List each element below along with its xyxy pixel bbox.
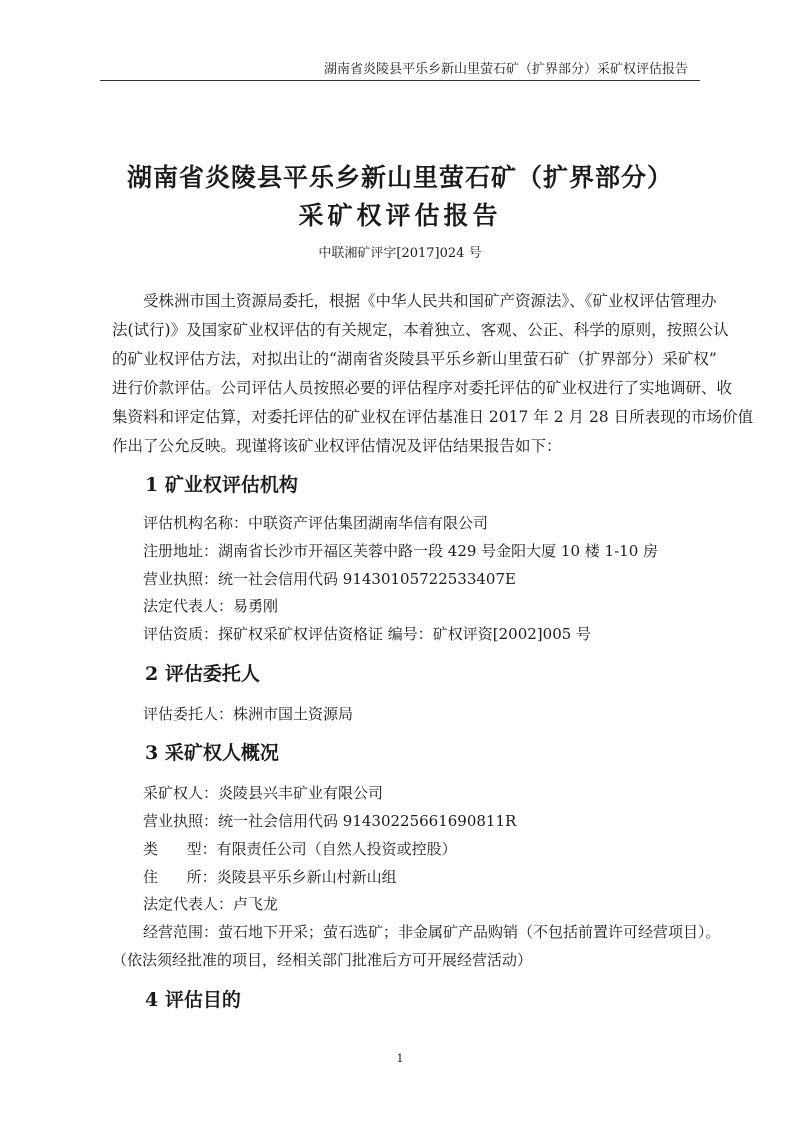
- info-item: 住 所：炎陵县平乐乡新山村新山组: [143, 868, 397, 886]
- intro-line: 受株洲市国土资源局委托，根据《中华人民共和国矿产资源法》、《矿业权评估管理办: [143, 292, 717, 310]
- info-item-continuation: （依法须经批准的项目，经相关部门批准后方可开展经营活动）: [112, 951, 533, 969]
- intro-line: 进行价款评估。公司评估人员按照必要的评估程序对委托评估的矿业权进行了实地调研、收: [112, 379, 733, 397]
- info-item: 法定代表人：易勇刚: [143, 597, 279, 615]
- info-item: 经营范围：萤石地下开采；萤石选矿；非金属矿产品购销（不包括前置许可经营项目）。: [143, 923, 721, 941]
- info-item: 采矿权人：炎陵县兴丰矿业有限公司: [143, 784, 384, 802]
- intro-line: 作出了公允反映。现谨将该矿业权评估情况及评估结果报告如下：: [112, 437, 562, 455]
- section-heading: 2 评估委托人: [145, 663, 260, 685]
- section-heading: 4 评估目的: [145, 989, 241, 1011]
- info-item: 营业执照：统一社会信用代码 91430105722533407E: [143, 570, 516, 588]
- info-item: 评估委托人：株洲市国土资源局: [143, 705, 354, 723]
- info-item: 营业执照：统一社会信用代码 91430225661690811R: [143, 812, 517, 830]
- section-heading: 3 采矿权人概况: [145, 742, 279, 764]
- intro-line: 法(试行)》及国家矿业权评估的有关规定，本着独立、客观、公正、科学的原则，按照公认: [112, 321, 729, 339]
- report-title-line1: 湖南省炎陵县平乐乡新山里萤石矿（扩界部分）: [126, 163, 673, 192]
- intro-line: 集资料和评定估算，对委托评估的矿业权在评估基准日 2017 年 2 月 28 日所表现的市场价值: [112, 408, 754, 426]
- info-item: 法定代表人：卢飞龙: [143, 895, 279, 913]
- intro-line: 的矿业权评估方法，对拟出让的“湖南省炎陵县平乐乡新山里萤石矿（扩界部分）采矿权”: [112, 350, 717, 368]
- info-item: 类 型：有限责任公司（自然人投资或控股）: [143, 840, 457, 858]
- report-title-line2: 采矿权评估报告: [298, 201, 502, 230]
- info-item: 注册地址：湖南省长沙市开福区芙蓉中路一段 429 号金阳大厦 10 楼 1-10 房: [143, 542, 659, 560]
- page-number: 1: [396, 1052, 404, 1065]
- running-header: 湖南省炎陵县平乐乡新山里萤石矿（扩界部分）采矿权评估报告: [323, 62, 688, 77]
- info-item: 评估机构名称：中联资产评估集团湖南华信有限公司: [143, 514, 489, 532]
- document-number: 中联湘矿评字[2017]024 号: [318, 246, 482, 261]
- header-rule: [100, 80, 700, 81]
- info-item: 评估资质：探矿权采矿权评估资格证 编号：矿权评资[2002]005 号: [143, 625, 592, 643]
- section-heading: 1 矿业权评估机构: [145, 474, 298, 496]
